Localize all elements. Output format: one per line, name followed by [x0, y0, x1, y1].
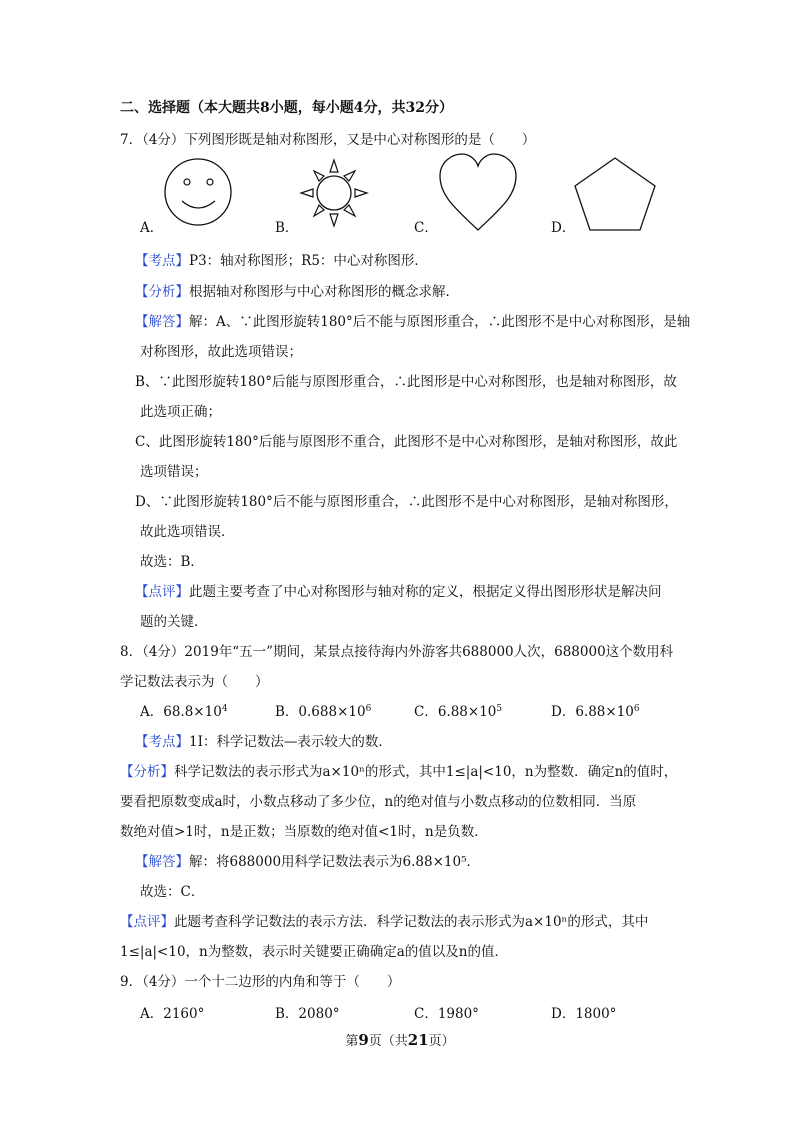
q8-option-c: C．$6.88\times 10^5$ — [414, 704, 503, 720]
q9-option-c: C．1980° — [414, 1006, 479, 1022]
kaodian-tag: 【考点】 — [135, 734, 189, 750]
q7-answer: 故选：B． — [140, 554, 204, 570]
q7-option-b: B． — [275, 220, 299, 236]
q7-jieda — [135, 312, 690, 332]
q7-fenxi — [135, 282, 459, 302]
jieda-line: 对称图形，故此选项错误； — [140, 344, 302, 360]
fenxi-line: 要看把原数变成a时，小数点移动了多少位，n的绝对值与小数点移动的位数相同．当原 — [120, 794, 637, 810]
fenxi-tag: 【分析】 — [120, 764, 174, 780]
sun-icon — [294, 155, 374, 235]
q7-option-c: C． — [414, 220, 438, 236]
q8-option-b: B．$0.688\times 10^6$ — [275, 704, 372, 720]
q8-option-d: D．$6.88\times 10^6$ — [551, 704, 640, 720]
fenxi-text: 根据轴对称图形与中心对称图形的概念求解． — [189, 284, 459, 300]
q9-option-a: A．2160° — [140, 1006, 205, 1022]
kaodian-tag: 【考点】 — [135, 253, 189, 269]
jieda-line: 故此选项错误． — [140, 524, 235, 540]
q7-kaodian — [135, 251, 428, 271]
q8-answer: 故选：C． — [140, 884, 205, 900]
q7-option-d: D． — [551, 220, 576, 236]
dianping-line: 题的关键． — [140, 614, 208, 630]
q9-stem: 9．（4分）一个十二边形的内角和等于（ ） — [120, 974, 401, 990]
q7-dianping — [135, 582, 662, 602]
jieda-line: B、∵此图形旋转180°后能与原图形重合，∴此图形是中心对称图形，也是轴对称图形，故 — [135, 374, 677, 390]
fenxi-tag: 【分析】 — [135, 284, 189, 300]
section-title: 二、选择题（本大题共8小题，每小题4分，共32分） — [120, 100, 453, 116]
kaodian-text: P3：轴对称图形；R5：中心对称图形． — [189, 253, 428, 269]
dianping-line: 此题主要考查了中心对称图形与轴对称的定义，根据定义得出图形形状是解决问 — [189, 584, 662, 600]
q7-stem: 7．（4分）下列图形既是轴对称图形，又是中心对称图形的是（ ） — [120, 132, 536, 148]
dianping-line: 此题考查科学记数法的表示方法．科学记数法的表示形式为a×10ⁿ的形式，其中 — [174, 914, 649, 930]
q8-stem-line: 学记数法表示为（ ） — [120, 674, 269, 690]
q8-kaodian — [135, 732, 392, 752]
kaodian-text: 1I：科学记数法—表示较大的数． — [189, 734, 392, 750]
q8-dianping — [120, 912, 648, 932]
page-footer: 第9页（共21页） — [345, 1031, 455, 1049]
fenxi-line: 数绝对值>1时，n是正数；当原数的绝对值<1时，n是负数． — [120, 824, 488, 840]
jieda-text: 解：将688000用科学记数法表示为6.88×10⁵． — [189, 854, 480, 870]
jieda-line: C、此图形旋转180°后能与原图形不重合，此图形不是中心对称图形，是轴对称图形，故此 — [135, 434, 678, 450]
fenxi-line: 科学记数法的表示形式为a×10ⁿ的形式，其中1≤|a|<10，n为整数．确定n的值时， — [174, 764, 678, 780]
q8-option-a: A．$68.8\times 10^4$ — [140, 704, 228, 720]
heart-icon — [436, 154, 520, 234]
jieda-line: 解：A、∵此图形旋转180°后不能与原图形重合，∴此图形不是中心对称图形，是轴 — [189, 314, 691, 330]
jieda-tag: 【解答】 — [135, 314, 189, 330]
q8-fenxi — [120, 762, 677, 782]
jieda-line: 此选项正确； — [140, 404, 221, 420]
pentagon-icon — [570, 156, 660, 232]
dianping-tag: 【点评】 — [120, 914, 174, 930]
smiley-face-icon — [160, 155, 240, 230]
q8-stem-line: 8．（4分）2019年“五一”期间，某景点接待海内外游客共688000人次，688000这个数用科 — [120, 644, 674, 660]
jieda-line: 选项错误； — [140, 464, 208, 480]
q7-option-a: A． — [140, 220, 164, 236]
page-number: 9 — [358, 1031, 369, 1049]
jieda-line: D、∵此图形旋转180°后不能与原图形重合，∴此图形不是中心对称图形，是轴对称图形， — [135, 494, 678, 510]
q9-option-d: D．1800° — [551, 1006, 617, 1022]
page-total: 21 — [407, 1031, 429, 1049]
jieda-tag: 【解答】 — [135, 854, 189, 870]
q8-jieda — [135, 852, 480, 872]
dianping-line: 1≤|a|<10，n为整数，表示时关键要正确确定a的值以及n的值． — [120, 944, 508, 960]
q9-option-b: B．2080° — [275, 1006, 340, 1022]
dianping-tag: 【点评】 — [135, 584, 189, 600]
